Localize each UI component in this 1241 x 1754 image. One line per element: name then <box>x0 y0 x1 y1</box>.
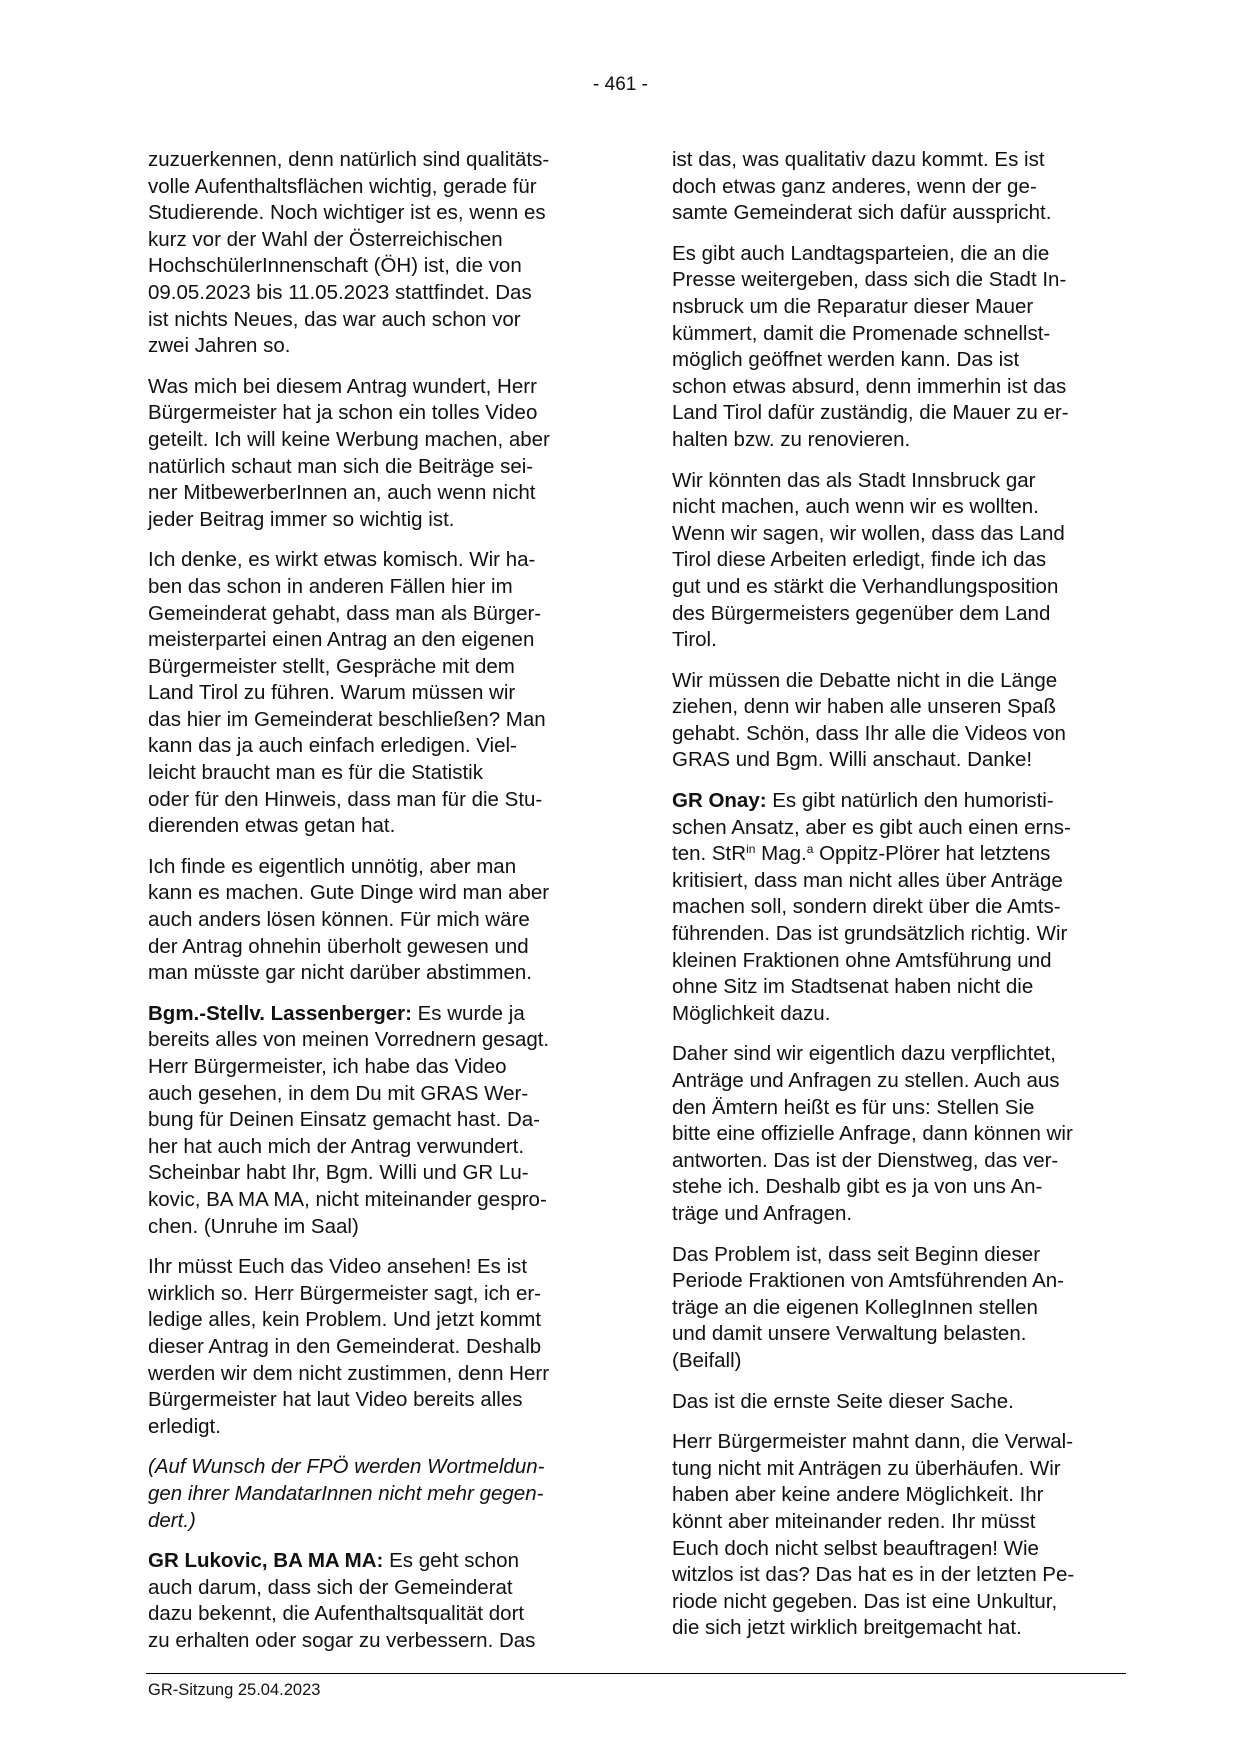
paragraph: Ihr müsst Euch das Video ansehen! Es ist wirklich so. Herr Bürgermeister sagt, ich er- ledige alles, kein Problem. Und jetzt kommt dieser Antrag in den Gemeinderat. Deshalb werden wir dem nicht zustimmen, denn Herr Bürgermeister hat laut Video bereits alles erledigt. <box>148 1255 550 1438</box>
paragraph: Wir müssen die Debatte nicht in die Länge ziehen, denn wir haben alle unseren Spaß gehabt. Schön, dass Ihr alle die Videos von GRAS und Bgm. Willi anschaut. Danke! <box>672 668 1066 772</box>
paragraph: ist das, was qualitativ dazu kommt. Es ist doch etwas ganz anderes, wenn der ge- samte Gemeinderat sich dafür ausspricht. <box>672 148 1052 225</box>
speech-text: Es gibt natürlich den humoristi- schen Ansatz, aber es gibt auch einen erns- ten. StR <box>672 789 1071 866</box>
speech-text: Oppitz-Plörer hat letztens kritisiert, dass man nicht alles über Anträge machen soll, sondern direkt über die Amts- führenden. Das ist grundsätzlich richtig. Wir kleinen Fraktionen ohne Amtsführung und ohne Sitz im Stadtsenat haben nicht die Möglichkeit dazu. <box>672 842 1068 1025</box>
editorial-note: (Auf Wunsch der FPÖ werden Wortmeldun- gen ihrer MandatarInnen nicht mehr gegen- dert.) <box>148 1455 545 1532</box>
paragraph: Herr Bürgermeister mahnt dann, die Verwal- tung nicht mit Anträgen zu überhäufen. Wir haben aber keine andere Möglichkeit. Ihr könnt aber miteinander reden. Ihr müsst Euch doch nicht selbst beauftragen! Wie witzlos ist das? Das hat es in der letzten Pe- riode nicht gegeben. Das ist eine Unkultur, die sich jetzt wirklich breitgemacht hat. <box>672 1430 1075 1640</box>
speaker-name: GR Onay: <box>672 789 767 813</box>
superscript: a <box>806 842 814 857</box>
superscript: in <box>746 842 756 857</box>
paragraph: Daher sind wir eigentlich dazu verpflichtet, Anträge und Anfragen zu stellen. Auch aus den Ämtern heißt es für uns: Stellen Sie bitte eine offizielle Anfrage, dann können wir antworten. Das ist der Dienstweg, das ver- stehe ich. Deshalb gibt es ja von uns An- träge und Anfragen. <box>672 1042 1073 1225</box>
left-column <box>148 147 608 1668</box>
speech-paragraph <box>148 1548 608 1654</box>
speech-paragraph <box>672 788 1132 1027</box>
speech-text: Mag. <box>755 842 807 866</box>
speech-text: Es wurde ja bereits alles von meinen Vorrednern gesagt. Herr Bürgermeister, ich habe das Video auch gesehen, in dem Du mit GRAS Wer- bung für Deinen Einsatz gemacht hast. Da- her hat auch mich der Antrag verwundert. Scheinbar habt Ihr, Bgm. Willi und GR Lu- kovic, BA MA MA, nicht miteinander gespro- chen. (Unruhe im Saal) <box>148 1001 550 1238</box>
paragraph: Wir könnten das als Stadt Innsbruck gar nicht machen, auch wenn wir es wollten. Wenn wir sagen, wir wollen, dass das Land Tirol diese Arbeiten erledigt, finde ich das gut und es stärkt die Verhandlungsposition des Bürgermeisters gegenüber dem Land Tirol. <box>672 468 1065 652</box>
paragraph: Das ist die ernste Seite dieser Sache. <box>672 1389 1014 1413</box>
paragraph: Das Problem ist, dass seit Beginn dieser Periode Fraktionen von Amtsführenden An- träge an die eigenen KollegInnen stellen und damit unsere Verwaltung belasten. (Beifall) <box>672 1242 1065 1372</box>
paragraph: Ich finde es eigentlich unnötig, aber man kann es machen. Gute Dinge wird man aber auch anders lösen können. Für mich wäre der Antrag ohnehin überholt gewesen und man müsste gar nicht darüber abstimmen. <box>148 854 550 985</box>
paragraph: zuzuerkennen, denn natürlich sind qualitäts- volle Aufenthaltsflächen wichtig, gerade für Studierende. Noch wichtiger ist es, wenn es kurz vor der Wahl der Österreichischen HochschülerInnenschaft (ÖH) ist, die von 09.05.2023 bis 11.05.2023 stattfindet. Das ist nichts Neues, das war auch schon vor zwei Jahren so. <box>148 148 550 358</box>
speaker-name: Bgm.-Stellv. Lassenberger: <box>148 1001 412 1025</box>
speech-paragraph <box>148 1001 608 1240</box>
footer-session-date: GR-Sitzung 25.04.2023 <box>148 1681 321 1699</box>
paragraph: Ich denke, es wirkt etwas komisch. Wir ha- ben das schon in anderen Fällen hier im Gemeinderat gehabt, dass man als Bürger- meisterpartei einen Antrag an den eigenen Bürgermeister stellt, Gespräche mit dem Land Tirol zu führen. Warum müssen wir das hier im Gemeinderat beschließen? Man kann das ja auch einfach erledigen. Viel- leicht braucht man es für die Statistik oder für den Hinweis, dass man für die Stu- dierenden etwas getan hat. <box>148 548 546 838</box>
page-number: - 461 - <box>593 74 648 95</box>
footer-divider <box>146 1673 1126 1674</box>
speaker-name: GR Lukovic, BA MA MA: <box>148 1549 384 1573</box>
speech-text: Es geht schon auch darum, dass sich der Gemeinderat dazu bekennt, die Aufenthaltsqualität dort zu erhalten oder sogar zu verbessern. Das <box>148 1549 536 1652</box>
paragraph: Was mich bei diesem Antrag wundert, Herr Bürgermeister hat ja schon ein tolles Video geteilt. Ich will keine Werbung machen, aber natürlich schaut man sich die Beiträge sei- ner MitbewerberInnen an, auch wenn nicht jeder Beitrag immer so wichtig ist. <box>148 374 550 531</box>
paragraph: Es gibt auch Landtagsparteien, die an die Presse weitergeben, dass sich die Stadt In- nsbruck um die Reparatur dieser Mauer kümmert, damit die Promenade schnellst- möglich geöffnet werden kann. Das ist schon etwas absurd, denn immerhin ist das Land Tirol dafür zuständig, die Mauer zu er- halten bzw. zu renovieren. <box>672 241 1069 451</box>
right-column <box>672 147 1132 1656</box>
